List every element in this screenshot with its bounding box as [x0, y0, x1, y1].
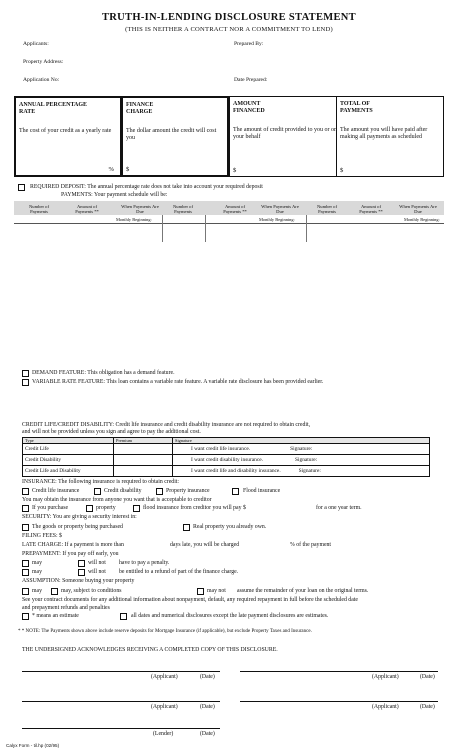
property-text: property [96, 505, 116, 511]
col-when-1: When Payments Are Due [121, 204, 159, 214]
total-payments-box [336, 96, 444, 177]
all-dates-checkbox[interactable] [120, 613, 127, 620]
row-premium[interactable] [114, 444, 173, 455]
page-subtitle: (THIS IS NEITHER A CONTRACT NOR A COMMITMENT TO LEND) [125, 26, 333, 33]
date-label-2: (Date) [420, 674, 435, 680]
table-row [23, 466, 430, 477]
apr-symbol: % [108, 166, 114, 173]
col-when-2: When Payments Are Due [261, 204, 299, 214]
apr-desc: The cost of your credit as a yearly rate [19, 128, 112, 134]
late-charge-days: days late, you will be charged [170, 542, 240, 548]
total-symbol: $ [340, 167, 344, 174]
refund-text: be entitled to a refund of part of the finance charge. [119, 569, 239, 575]
applicant-signature-line-4[interactable] [240, 701, 438, 702]
applicant-label-2: (Applicant) [372, 674, 399, 680]
col-type: Type [23, 438, 114, 444]
goods-property-checkbox[interactable] [22, 524, 29, 531]
credit-insurance-table [22, 437, 430, 477]
finance-title-2: CHARGE [126, 108, 153, 115]
total-title-2: PAYMENTS [340, 107, 373, 114]
credit-life-subtext: and will not be provided unless you sign and agree to pay the additional cost. [22, 429, 201, 435]
assume-may-not-text: may not [207, 588, 226, 594]
row-type: Credit Disability [23, 455, 114, 466]
row-type: Credit Life [23, 444, 114, 455]
variable-rate-text: VARIABLE RATE FEATURE: This loan contains a variable rate feature. A variable rate disclosure has been provided earlier. [32, 379, 324, 385]
refund-will-not-checkbox[interactable] [78, 569, 85, 576]
applicant-label-4: (Applicant) [372, 704, 399, 710]
real-property-text: Real property you already own. [193, 524, 267, 530]
schedule-col-divider-1 [162, 215, 163, 242]
row-premium[interactable] [114, 466, 173, 477]
apr-box [14, 96, 122, 177]
finance-title-1: FINANCE [126, 102, 154, 108]
row-want: I want credit life insurance. [191, 446, 251, 452]
insurance-obtain-text: You may obtain the insurance from anyone you want that is acceptable to creditor [22, 497, 212, 503]
applicant-signature-line-3[interactable] [22, 701, 220, 702]
monthly-beginning-1: Monthly Beginning: [116, 217, 152, 222]
apr-title-1: ANNUAL PERCENTAGE [19, 102, 88, 108]
prepay-may-checkbox[interactable] [22, 560, 29, 567]
credit-life-option: Credit life insurance [32, 488, 80, 494]
credit-disability-checkbox[interactable] [94, 488, 101, 495]
required-deposit-text: REQUIRED DEPOSIT: The annual percentage rate does not take into account your required deposit [30, 184, 263, 190]
prepay-penalty-text: have to pay a penalty. [119, 560, 170, 566]
col-number-3: Number of Payments [316, 204, 338, 214]
applicant-signature-line-2[interactable] [240, 671, 438, 672]
prepayment-label: PREPAYMENT: If you pay off early, you [22, 551, 119, 557]
amount-desc: The amount of credit provided to you or on your behalf [233, 127, 337, 140]
estimate-checkbox[interactable] [22, 613, 29, 620]
col-when-3: When Payments Are Due [399, 204, 437, 214]
lender-date-label: (Date) [200, 731, 215, 737]
late-charge-pct: % of the payment [290, 542, 332, 548]
row-signature-cell[interactable] [173, 444, 430, 455]
monthly-beginning-3: Monthly Beginning: [404, 217, 440, 222]
assume-subject-checkbox[interactable] [51, 588, 58, 595]
col-number-2: Number of Payments [172, 204, 194, 214]
refund-will-not-text: will not [88, 569, 106, 575]
insurance-label: INSURANCE: The following insurance is required to obtain credit: [22, 479, 180, 485]
all-dates-text: all dates and numerical disclosures except the late payment disclosures are estimates. [131, 613, 329, 619]
credit-life-heading: CREDIT LIFE/CREDIT DISABILITY: Credit life insurance and credit disability insurance are not required to obtain credit, [22, 422, 311, 428]
required-deposit-checkbox[interactable] [18, 184, 25, 191]
property-address-label: Property Address: [23, 59, 64, 65]
property-insurance-checkbox[interactable] [156, 488, 163, 495]
application-no-label: Application No: [23, 77, 60, 83]
payments-label: PAYMENTS: Your payment schedule will be: [61, 192, 168, 198]
col-signature: Signature [173, 438, 430, 444]
demand-feature-text: DEMAND FEATURE: This obligation has a demand feature. [32, 370, 175, 376]
amount-title-2: FINANCED [233, 107, 265, 114]
variable-rate-checkbox[interactable] [22, 379, 29, 386]
applicant-signature-line-1[interactable] [22, 671, 220, 672]
acknowledge-text: THE UNDERSIGNED ACKNOWLEDGES RECEIVING A COMPLETED COPY OF THIS DISCLOSURE. [22, 647, 278, 653]
applicant-label-3: (Applicant) [151, 704, 178, 710]
amount-financed-box [229, 96, 337, 177]
table-row [23, 444, 430, 455]
date-label-4: (Date) [420, 704, 435, 710]
assumption-label: ASSUMPTION: Someone buying your property [22, 578, 135, 584]
flood-from-creditor-text: flood insurance from creditor you will pay $ [143, 505, 246, 511]
page-title: TRUTH-IN-LENDING DISCLOSURE STATEMENT [101, 12, 356, 23]
row-signature-cell[interactable] [173, 455, 430, 466]
date-label-3: (Date) [200, 704, 215, 710]
lender-signature-line[interactable] [22, 728, 220, 729]
monthly-beginning-2: Monthly Beginning: [259, 217, 295, 222]
prepay-may-text: may [32, 560, 42, 566]
goods-property-text: The goods or property being purchased [32, 524, 123, 530]
col-number-1: Number of Payments [28, 204, 50, 214]
one-year-term-text: for a one year term. [316, 505, 362, 511]
demand-feature-checkbox[interactable] [22, 370, 29, 377]
total-desc: The amount you will have paid after making all payments as scheduled [340, 127, 428, 140]
flood-insurance-option: Flood insurance [243, 488, 281, 494]
col-amount-2: Amount of Payments ** [223, 204, 247, 214]
amount-title-1: AMOUNT [233, 101, 261, 107]
schedule-col-divider-2 [205, 215, 206, 242]
flood-checkbox[interactable] [133, 505, 140, 512]
credit-disability-option: Credit disability [104, 488, 142, 494]
row-want: I want credit life and disability insurance. [191, 468, 281, 474]
filing-fees-text: FILING FEES: $ [22, 533, 62, 539]
finance-charge-box [121, 96, 229, 177]
total-title-1: TOTAL OF [340, 101, 370, 107]
flood-insurance-checkbox[interactable] [232, 488, 239, 495]
row-sig: Signature: [290, 446, 313, 452]
assume-remainder-text: assume the remainder of your loan on the original terms. [237, 588, 369, 594]
col-amount-3: Amount of Payments ** [359, 204, 383, 214]
note-text: * * NOTE: The Payments shown above include reserve deposits for Mortgage Insurance (if applicable), but exclude Property Taxes and Insurance. [18, 629, 312, 634]
applicants-label: Applicants: [23, 41, 49, 47]
property-checkbox[interactable] [86, 505, 93, 512]
amount-symbol: $ [233, 167, 237, 174]
schedule-rule [14, 223, 444, 224]
prepay-will-not-checkbox[interactable] [78, 560, 85, 567]
property-insurance-option: Property insurance [166, 488, 210, 494]
prepay-will-not-text: will not [88, 560, 106, 566]
row-type: Credit Life and Disability [23, 466, 114, 477]
row-premium[interactable] [114, 455, 173, 466]
date-prepared-label: Date Prepared: [234, 77, 268, 83]
prepared-by-label: Prepared By: [234, 41, 264, 47]
assume-subject-text: may, subject to conditions [61, 588, 122, 594]
schedule-col-divider-3 [306, 215, 307, 242]
see-documents-text-2: and prepayment refunds and penalties [22, 605, 110, 611]
date-label-1: (Date) [200, 674, 215, 680]
apr-title-2: RATE [19, 108, 36, 115]
security-label: SECURITY: You are giving a security interest in: [22, 514, 137, 520]
finance-symbol: $ [126, 166, 130, 173]
credit-life-checkbox[interactable] [22, 488, 29, 495]
see-documents-text: See your contract documents for any additional information about nonpayment, default, any required repayment in full before the scheduled date [22, 597, 358, 603]
finance-desc: The dollar amount the credit will cost you [126, 128, 217, 141]
footer-form-id: Calyx Form - til.hp (02/95) [6, 743, 60, 748]
col-amount-1: Amount of Payments ** [75, 204, 99, 214]
assume-may-text: may [32, 588, 42, 594]
real-property-checkbox[interactable] [183, 524, 190, 531]
lender-label: (Lender) [153, 731, 174, 737]
row-signature-cell[interactable] [173, 466, 430, 477]
estimate-text: * means an estimate [32, 613, 79, 619]
if-purchase-text: If you purchase [32, 505, 69, 511]
if-purchase-checkbox[interactable] [22, 505, 29, 512]
refund-may-text: may [32, 569, 42, 575]
refund-may-checkbox[interactable] [22, 569, 29, 576]
assume-may-not-checkbox[interactable] [197, 588, 204, 595]
applicant-label-1: (Applicant) [151, 674, 178, 680]
col-premium: Premium [114, 438, 173, 444]
table-row [23, 455, 430, 466]
row-want: I want credit disability insurance. [191, 457, 264, 463]
assume-may-checkbox[interactable] [22, 588, 29, 595]
row-sig: Signature: [295, 457, 318, 463]
row-sig: Signature: [298, 468, 321, 474]
late-charge-label: LATE CHARGE: If a payment is more than [22, 542, 124, 548]
